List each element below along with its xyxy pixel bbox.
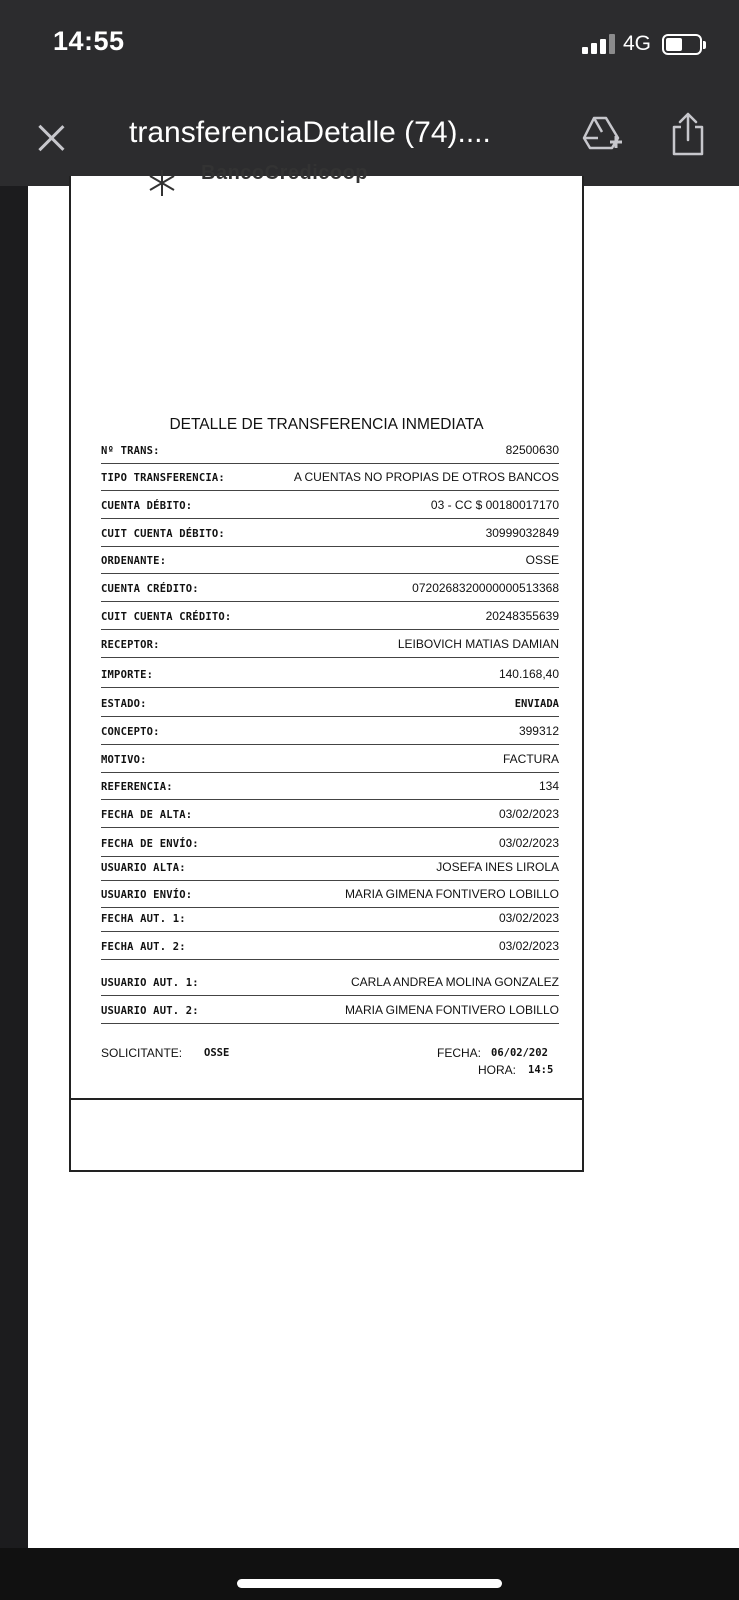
- row-label: FECHA DE ENVÍO:: [101, 838, 199, 850]
- row-label: Nº TRANS:: [101, 445, 160, 457]
- document-footer: [101, 1046, 559, 1086]
- row-label: FECHA AUT. 1:: [101, 913, 186, 925]
- row-nro-trans: [101, 438, 559, 464]
- document-viewer[interactable]: [28, 162, 739, 1548]
- close-icon[interactable]: [33, 120, 69, 156]
- row-value: ENVIADA: [514, 698, 559, 710]
- row-label: IMPORTE:: [101, 669, 154, 681]
- bank-name: BancoCredicoop: [201, 162, 369, 184]
- row-value: 0720268320000000513368: [412, 581, 559, 595]
- signal-icon: [582, 34, 616, 54]
- row-ordenante: [101, 548, 559, 574]
- row-value: JOSEFA INES LIROLA: [436, 860, 559, 874]
- row-value: A CUENTAS NO PROPIAS DE OTROS BANCOS: [293, 470, 559, 484]
- row-value: OSSE: [525, 553, 559, 567]
- row-value: MARIA GIMENA FONTIVERO LOBILLO: [344, 1003, 559, 1017]
- solicitante-label: SOLICITANTE:: [101, 1046, 183, 1060]
- row-value: MARIA GIMENA FONTIVERO LOBILLO: [344, 887, 559, 901]
- row-value: 03/02/2023: [498, 807, 559, 821]
- row-label: FECHA AUT. 2:: [101, 941, 186, 953]
- row-usuario-envio: [101, 882, 559, 908]
- row-value: FACTURA: [502, 752, 559, 766]
- row-usuario-alta: [101, 855, 559, 881]
- row-value: 134: [538, 779, 559, 793]
- row-label: TIPO TRANSFERENCIA:: [101, 472, 225, 484]
- fecha-value: 06/02/202: [491, 1047, 548, 1059]
- drive-add-icon[interactable]: [580, 112, 624, 156]
- share-icon[interactable]: [668, 110, 708, 158]
- row-label: MOTIVO:: [101, 754, 147, 766]
- row-fecha-aut-2: [101, 934, 559, 960]
- row-importe: [101, 662, 559, 688]
- battery-icon: [662, 34, 702, 55]
- row-fecha-de-envio: [101, 831, 559, 857]
- row-label: CONCEPTO:: [101, 726, 160, 738]
- row-label: FECHA DE ALTA:: [101, 809, 193, 821]
- home-indicator[interactable]: [237, 1579, 502, 1588]
- status-time: 14:55: [53, 26, 125, 56]
- row-label: CUIT CUENTA DÉBITO:: [101, 528, 225, 540]
- row-value: CARLA ANDREA MOLINA GONZALEZ: [350, 975, 559, 989]
- row-motivo: [101, 747, 559, 773]
- row-fecha-de-alta: [101, 802, 559, 828]
- row-value: 399312: [518, 724, 559, 738]
- row-value: 03/02/2023: [498, 836, 559, 850]
- row-label: ORDENANTE:: [101, 555, 167, 567]
- fecha-label: FECHA:: [437, 1046, 482, 1060]
- row-receptor: [101, 632, 559, 658]
- status-bar: [0, 0, 739, 92]
- document-heading: DETALLE DE TRANSFERENCIA INMEDIATA: [169, 416, 484, 433]
- page-divider: [71, 1098, 582, 1100]
- document-page: [69, 162, 584, 1172]
- network-type: 4G: [623, 32, 652, 55]
- row-value: 82500630: [505, 443, 559, 457]
- row-usuario-aut-2: [101, 998, 559, 1024]
- row-label: CUENTA DÉBITO:: [101, 500, 193, 512]
- row-value: 03/02/2023: [498, 939, 559, 953]
- row-label: ESTADO:: [101, 698, 147, 710]
- row-fecha-aut-1: [101, 906, 559, 932]
- row-value: 20248355639: [485, 609, 559, 623]
- row-usuario-aut-1: [101, 970, 559, 996]
- row-cuenta-credito: [101, 576, 559, 602]
- row-value: LEIBOVICH MATIAS DAMIAN: [397, 637, 559, 651]
- row-label: USUARIO AUT. 2:: [101, 1005, 199, 1017]
- row-value: 03 - CC $ 00180017170: [430, 498, 559, 512]
- row-label: CUIT CUENTA CRÉDITO:: [101, 611, 232, 623]
- row-referencia: [101, 774, 559, 800]
- row-label: REFERENCIA:: [101, 781, 173, 793]
- hora-label: HORA:: [478, 1063, 517, 1077]
- row-estado: [101, 691, 559, 717]
- row-cuit-cuenta-credito: [101, 604, 559, 630]
- row-tipo-transferencia: [101, 465, 559, 491]
- row-label: USUARIO ALTA:: [101, 862, 186, 874]
- row-label: RECEPTOR:: [101, 639, 160, 651]
- bank-logo-icon: [147, 170, 177, 196]
- row-concepto: [101, 719, 559, 745]
- hora-value: 14:5: [528, 1064, 554, 1076]
- viewer-toolbar: [0, 92, 739, 186]
- row-value: 140.168,40: [498, 667, 559, 681]
- row-cuenta-debito: [101, 493, 559, 519]
- row-label: CUENTA CRÉDITO:: [101, 583, 199, 595]
- row-label: USUARIO AUT. 1:: [101, 977, 199, 989]
- row-value: 30999032849: [485, 526, 559, 540]
- bank-logo: [111, 162, 369, 198]
- document-title: transferenciaDetalle (74)....: [129, 116, 491, 149]
- row-value: 03/02/2023: [498, 911, 559, 925]
- row-label: USUARIO ENVÍO:: [101, 889, 193, 901]
- solicitante-value: OSSE: [204, 1047, 230, 1059]
- bottom-bar: [0, 1548, 739, 1600]
- row-cuit-cuenta-debito: [101, 521, 559, 547]
